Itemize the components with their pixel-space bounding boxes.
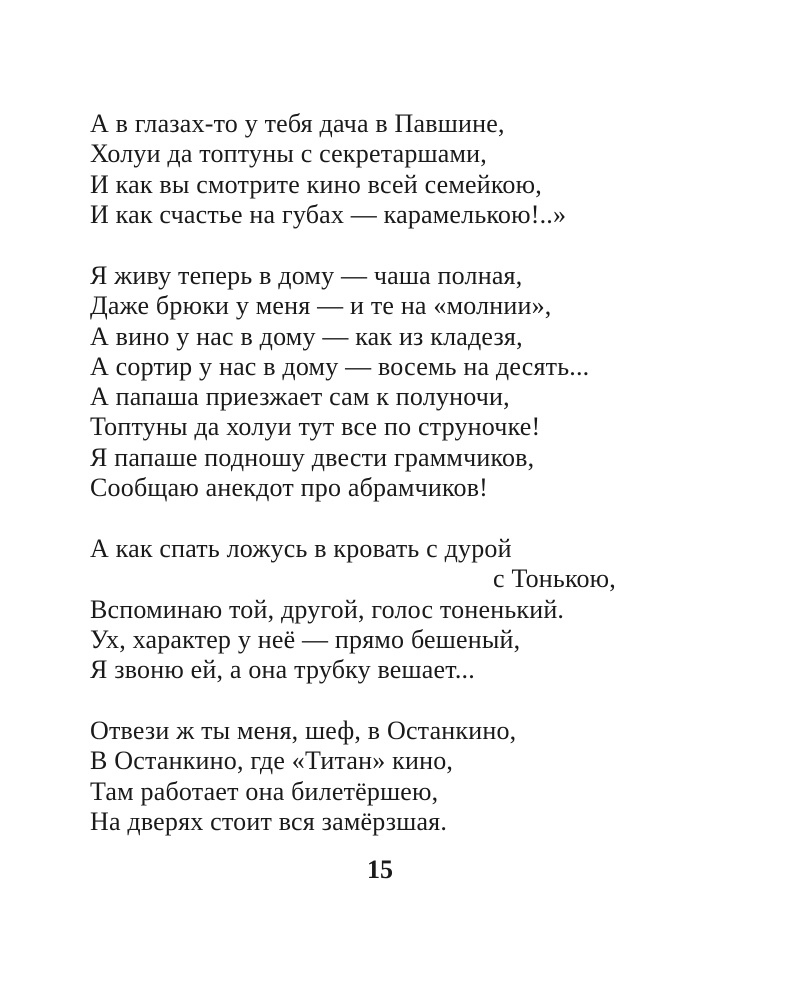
poem-line: Топтуны да холуи тут все по струночке! bbox=[90, 412, 541, 442]
poem-line: Даже брюки у меня — и те на «молнии», bbox=[90, 291, 552, 321]
poem-line: В Останкино, где «Титан» кино, bbox=[90, 746, 454, 776]
poem-line-continuation: с Тонькою, bbox=[493, 564, 616, 594]
poem-line: А в глазах-то у тебя дача в Павшине, bbox=[90, 109, 505, 138]
stanza-3 bbox=[90, 534, 690, 685]
poem-line: На дверях стоит вся замёрзшая. bbox=[90, 806, 448, 836]
poem-line: А вино у нас в дому — как из кладезя, bbox=[90, 321, 523, 351]
poem-line: Я папаше подношу двести граммчиков, bbox=[90, 442, 535, 472]
stanza-4 bbox=[90, 716, 690, 837]
poem-line: Отвези ж ты меня, шеф, в Останкино, bbox=[90, 716, 517, 745]
stanza-1 bbox=[90, 109, 690, 230]
poem-line: И как счастье на губах — карамелькою!..» bbox=[90, 199, 567, 229]
poem-line: А папаша приезжает сам к полуночи, bbox=[90, 382, 510, 412]
poem-line: Вспоминаю той, другой, голос тоненький. bbox=[90, 594, 565, 624]
page-number: 15 bbox=[367, 855, 393, 884]
poem-line: Я живу теперь в дому — чаша полная, bbox=[90, 261, 523, 290]
poem-line: И как вы смотрите кино всей семейкою, bbox=[90, 169, 542, 199]
poem-line: Холуи да топтуны с секретаршами, bbox=[90, 139, 487, 169]
poem-line: Сообщаю анекдот про абрамчиков! bbox=[90, 473, 489, 503]
poem-line: А как спать ложусь в кровать с дурой bbox=[90, 534, 512, 563]
poem-line: А сортир у нас в дому — восемь на десять... bbox=[90, 351, 590, 381]
poem-line: Я звоню ей, а она трубку вешает... bbox=[90, 655, 475, 685]
poem-line: Там работает она билетёршею, bbox=[90, 776, 439, 806]
poem-line: Ух, характер у неё — прямо бешеный, bbox=[90, 624, 521, 654]
stanza-2 bbox=[90, 261, 690, 503]
